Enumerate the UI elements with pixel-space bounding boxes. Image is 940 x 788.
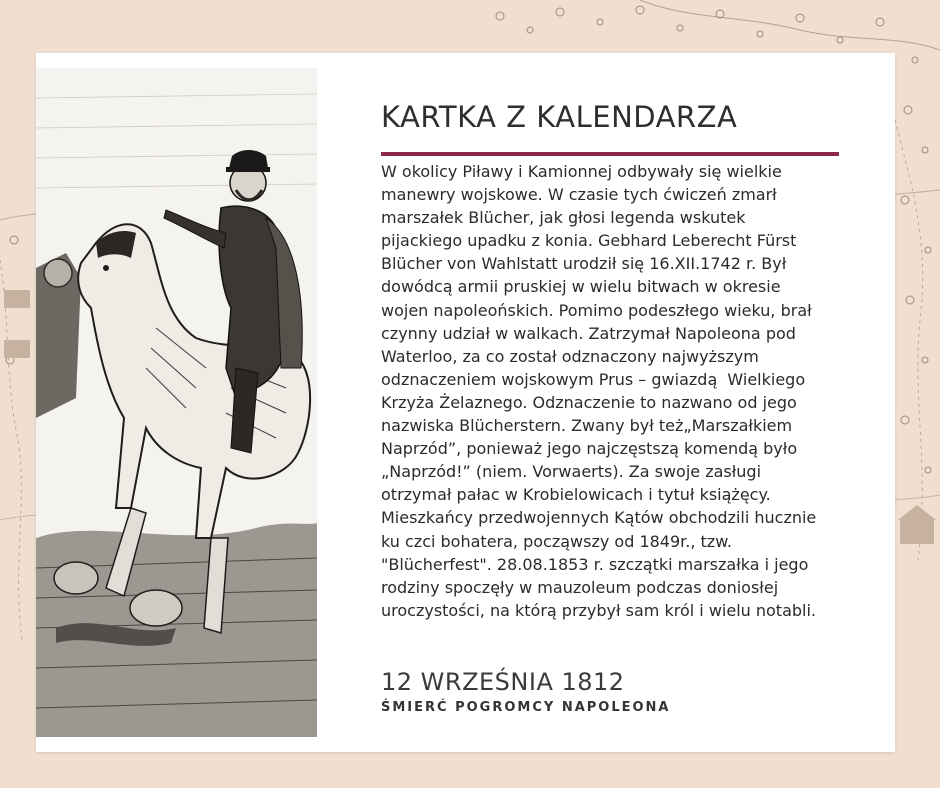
article-body-line: otrzymał pałac w Krobielowicach i tytuł książęcy. bbox=[381, 485, 771, 505]
article-body-line: Mieszkańcy przedwojennych Kątów obchodzili hucznie bbox=[381, 508, 817, 528]
horseman-drawing bbox=[36, 68, 317, 737]
article-body-line: pijackiego upadku z konia. Gebhard Leberecht Fürst bbox=[381, 231, 797, 251]
article-body-line: Waterloo, za co został odznaczony najwyższym bbox=[381, 346, 759, 366]
event-subtitle: ŚMIERĆ POGROMCY NAPOLEONA bbox=[381, 700, 671, 715]
article-body-line: W okolicy Piławy i Kamionnej odbywały się wielkie bbox=[381, 162, 782, 181]
article-body-line: rodziny spoczęły w mauzoleum podczas doniosłej bbox=[381, 577, 779, 597]
article-body-line: ku czci bohatera, począwszy od 1849r., tzw. bbox=[381, 531, 732, 551]
page-title: KARTKA Z KALENDARZA bbox=[381, 100, 738, 134]
article-body-line: "Blücherfest". 28.08.1853 r. szczątki marszałka i jego bbox=[381, 554, 809, 574]
article-body-line: Blücher von Wahlstatt urodził się 16.XII.1742 r. Był bbox=[381, 254, 787, 274]
article-body-line: dowódcą armii pruskiej w wielu bitwach w okresie bbox=[381, 277, 781, 297]
article-body-line: marszałek Blücher, jak głosi legenda wskutek bbox=[381, 208, 746, 228]
article-body-line: czynny udział w walkach. Zatrzymał Napoleona pod bbox=[381, 323, 796, 343]
event-date: 12 WRZEŚNIA 1812 bbox=[381, 668, 625, 696]
title-divider bbox=[381, 152, 839, 156]
article-body-line: nazwiska Blücherstern. Zwany był też„Marszałkiem bbox=[381, 416, 793, 436]
article-body-line: Naprzód”, ponieważ jego najczęstszą komendą było bbox=[381, 439, 798, 459]
article-body bbox=[381, 160, 843, 622]
article-body-line: Krzyża Żelaznego. Odznaczenie to nazwano od jego bbox=[381, 392, 797, 412]
article-body-line: uroczystości, na którą przybył sam król i wielu notabli. bbox=[381, 600, 816, 620]
article-body-line: odznaczeniem wojskowym Prus – gwiazdą Wielkiego bbox=[381, 369, 806, 389]
blucher-engraving-illustration bbox=[36, 68, 317, 737]
article-body-line: manewry wojskowe. W czasie tych ćwiczeń zmarł bbox=[381, 185, 777, 205]
article-body-line: „Naprzód!” (niem. Vorwaerts). Za swoje zasługi bbox=[381, 462, 762, 482]
article-body-line: wojen napoleońskich. Pomimo podeszłego wieku, brał bbox=[381, 300, 812, 320]
